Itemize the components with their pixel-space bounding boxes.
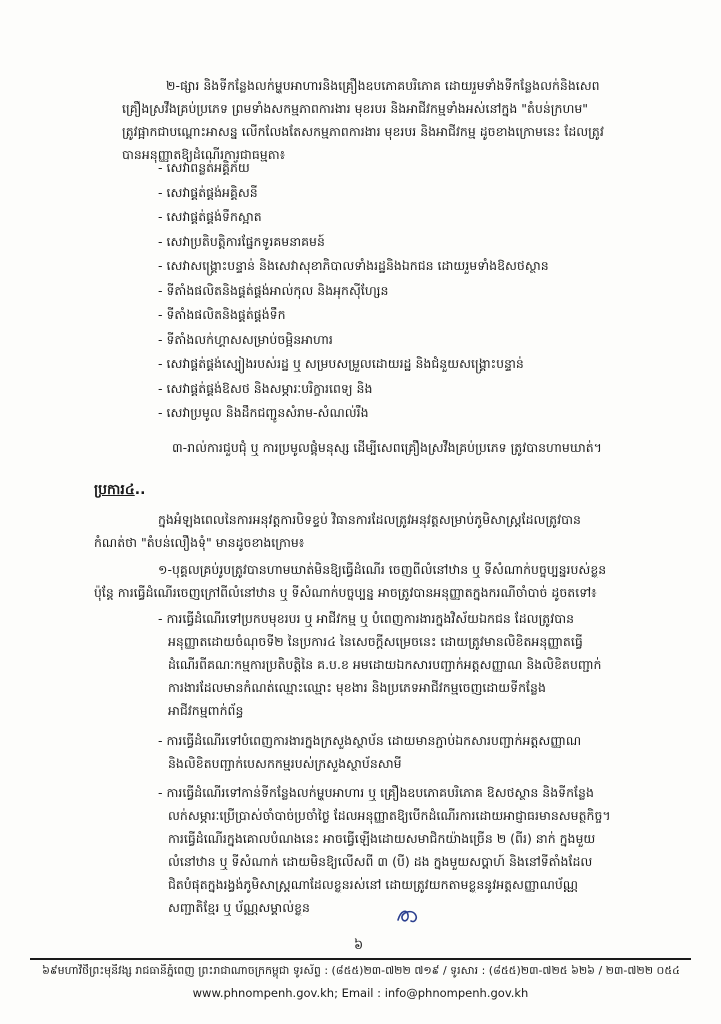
email-separator: ; Email : bbox=[334, 986, 385, 1000]
email-link[interactable]: info@phnompenh.gov.kh bbox=[384, 986, 529, 1000]
item-b-line1: - ការធ្វើដំណើរទៅបំពេញការងារក្នុងក្រសួងស្ថាប័ន ដោយមានភ្ជាប់ឯកសារបញ្ជាក់អត្តសញ្ញាណ bbox=[158, 733, 582, 748]
article4-suffix: .. bbox=[134, 482, 146, 498]
list-item: - សេវាប្រតិបត្តិការផ្នែកទូរគមនាគមន៍ bbox=[158, 233, 325, 249]
item-c-line3: ការធ្វើដំណើរក្នុងគោលបំណងនេះ អាចធ្វើឡើងដោយសមាជិកយ៉ាងច្រើន ២ (ពីរ) នាក់ ក្នុងមួយ bbox=[168, 831, 596, 846]
item-c-line6: សញ្ជាតិខ្មែរ ឬ ប័ណ្ណសម្គាល់ខ្លួន bbox=[168, 900, 310, 915]
section2-line3: ត្រូវផ្អាកជាបណ្ដោះអាសន្ន លើកលែងតែសកម្មភាពការងារ មុខរបរ និងអាជីវកម្ម ដូចខាងក្រោមនេះ ដែលត្រូវ bbox=[122, 124, 604, 139]
list-item: - សេវាផ្គត់ផ្គង់ទឹកស្អាត bbox=[158, 209, 262, 224]
footer-address: ៦៩មហាវិថីព្រះមុនីវង្ស រាជធានីភ្នំពេញ ព្រះរាជាណាចក្រកម្ពុជា ទូរស័ព្ទ : (៨៥៥)២៣-៧២២ ៧១៩ / ទូរសារ : (៨៥៥)២៣-៧២៥ ៦២៦ / ២៣-៧២២ ០៥៤ bbox=[42, 964, 680, 977]
item-c-line4: លំនៅឋាន ឬ ទីសំណាក់ ដោយមិនឱ្យលើសពី ៣ (បី) ដង ក្នុងមួយសប្ដាហ៍ និងនៅទីតាំងដែល bbox=[168, 854, 593, 869]
services-list bbox=[158, 160, 678, 430]
section2-line1: ២-ផ្សារ និងទីកន្លែងលក់ម្ហូបអាហារនិងគ្រឿងឧបភោគបរិភោគ ដោយរួមទាំងទីកន្លែងលក់និងសេព bbox=[166, 78, 600, 93]
item-c-line5: ជិតបំផុតក្នុងរង្វង់ភូមិសាស្ត្រណាដែលខ្លួនរស់នៅ ដោយត្រូវយកតាមខ្លួននូវអត្តសញ្ញាណប័ណ្ណ bbox=[168, 877, 579, 892]
item-c-line2: លក់សម្ភារៈប្រើប្រាស់ចាំបាច់ប្រចាំថ្ងៃ ដែលអនុញ្ញាតឱ្យបើកដំណើរការដោយអាជ្ញាធរមានសមត្ថកិច្ច។ bbox=[168, 808, 611, 823]
intro-line2: កំណត់ថា "តំបន់លឿងទុំ" មានដូចខាងក្រោម៖ bbox=[94, 535, 305, 550]
footer-divider bbox=[30, 958, 691, 960]
website-link[interactable]: www.phnompenh.gov.kh bbox=[192, 986, 335, 1000]
point1-line1: ១-បុគ្គលគ្រប់រូបត្រូវបានហាមឃាត់មិនឱ្យធ្វើដំណើរ ចេញពីលំនៅឋាន ឬ ទីសំណាក់បច្ចុប្បន្នរបស់ខ្លួន bbox=[158, 562, 607, 577]
item-c-line1: - ការធ្វើដំណើរទៅកាន់ទីកន្លែងលក់ម្ហូបអាហារ ឬ គ្រឿងឧបភោគបរិភោគ ឱសថស្ថាន និងទីកន្លែង bbox=[158, 785, 594, 800]
list-item: - សេវាប្រមូល និងដឹកជញ្ជូនសំរាម-សំណល់រឹង bbox=[158, 405, 369, 420]
footer-contact bbox=[0, 986, 721, 1000]
list-item: - សេវាពន្លត់អគ្គិភ័យ bbox=[158, 160, 250, 175]
intro-line1: ក្នុងអំឡុងពេលនៃការអនុវត្តការបិទខ្ទប់ វិធានការដែលត្រូវអនុវត្តសម្រាប់ភូមិសាស្ត្រដែលត្រូវបាន bbox=[158, 512, 581, 527]
section2-line4: បានអនុញ្ញាតឱ្យដំណើរការជាធម្មតា៖ bbox=[122, 147, 286, 162]
page-number: ៦ bbox=[354, 938, 364, 953]
section2-line2: គ្រឿងស្រវឹងគ្រប់ប្រភេទ ព្រមទាំងសកម្មភាពការងារ មុខរបរ និងអាជីវកម្មទាំងអស់នៅក្នុង "តំបន់ក្រហម" bbox=[122, 101, 589, 116]
point1-line2: ប៉ុន្តែ ការធ្វើដំណើរចេញក្រៅពីលំនៅឋាន ឬ ទីសំណាក់បច្ចុប្បន្ន អាចត្រូវបានអនុញ្ញាតក្នុងករណីចាំបាច់ ដូចតទៅ៖ bbox=[94, 585, 597, 600]
item-a-line5: អាជីវកម្មពាក់ព័ន្ធ bbox=[168, 703, 244, 718]
initial-signature-icon bbox=[395, 906, 421, 926]
list-item: - សេវាផ្គត់ផ្គង់អគ្គិសនី bbox=[158, 184, 258, 200]
item-a-line3: ដំណើរពីគណៈកម្មការប្រតិបត្តិនៃ គ.ប.ខ អមដោយឯកសារបញ្ជាក់អត្តសញ្ញាណ និងលិខិតបញ្ជាក់ bbox=[168, 657, 602, 672]
item-a-line1: - ការធ្វើដំណើរទៅប្រកបមុខរបរ ឬ អាជីវកម្ម ឬ បំពេញការងារក្នុងវិស័យឯកជន ដែលត្រូវបាន bbox=[158, 611, 575, 626]
list-item: - ទីតាំងលក់ហ្គាសសម្រាប់ចម្អិនអាហារ bbox=[158, 331, 333, 347]
item-a-line4: ការងារដែលមានកំណត់ឈ្មោះឈ្មោះ មុខងារ និងប្រភេទអាជីវកម្មចេញដោយទីកន្លែង bbox=[168, 680, 546, 695]
article4-label: ប្រការ៤ bbox=[94, 482, 135, 498]
section3-text: ៣-រាល់ការជួបជុំ ឬ ការប្រមូលផ្ដុំមនុស្ស ដើម្បីសេពគ្រឿងស្រវឹងគ្រប់ប្រភេទ ត្រូវបានហាមឃាត់។ bbox=[172, 440, 602, 455]
list-item: - ទីតាំងផលិតនិងផ្គត់ផ្គង់អាល់កុល និងអុកស៊ីហ្សែន bbox=[158, 282, 389, 298]
list-item: - ទីតាំងផលិតនិងផ្គត់ផ្គង់ទឹក bbox=[158, 307, 286, 322]
list-item: - សេវាផ្គត់ផ្គង់ឱសថ និងសម្ភារៈបរិក្ខារពេទ្យ និង bbox=[158, 380, 373, 396]
list-item: - សេវាសង្គ្រោះបន្ទាន់ និងសេវាសុខាភិបាលទាំងរដ្ឋនិងឯកជន ដោយរួមទាំងឱសថស្ថាន bbox=[158, 258, 549, 273]
item-b-line2: និងលិខិតបញ្ជាក់បេសកកម្មរបស់ក្រសួងស្ថាប័នសាមី bbox=[168, 756, 402, 771]
article4-heading bbox=[94, 480, 145, 501]
item-a-line2: អនុញ្ញាតដោយចំណុចទី២ នៃប្រការ៤ នៃសេចក្ដីសម្រេចនេះ ដោយត្រូវមានលិខិតអនុញ្ញាតធ្វើ bbox=[168, 634, 583, 649]
list-item: - សេវាផ្គត់ផ្គង់ស្បៀងរបស់រដ្ឋ ឬ សម្របសម្រួលដោយរដ្ឋ និងជំនួយសង្គ្រោះបន្ទាន់ bbox=[158, 356, 524, 371]
